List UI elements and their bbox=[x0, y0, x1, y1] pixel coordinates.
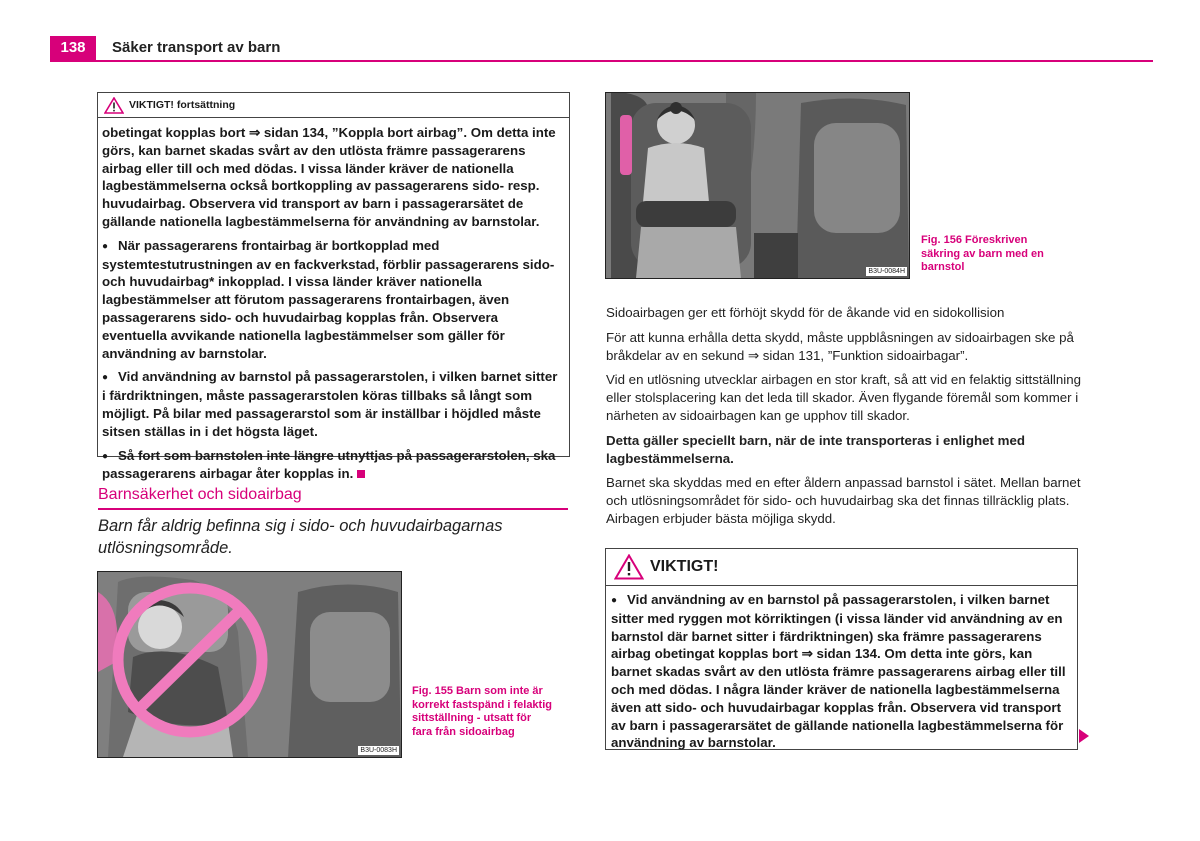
warning-label: VIKTIGT! bbox=[650, 558, 719, 575]
warning-continued-label: VIKTIGT! fortsättning bbox=[129, 99, 236, 111]
body-paragraph: Sidoairbagen ger ett förhöjt skydd för de åkande vid en sidokollision bbox=[606, 305, 1005, 320]
end-of-section-mark bbox=[357, 470, 365, 478]
section-intro: Barn får aldrig befinna sig i sido- och huvudairbagarnas utlösningsområde. bbox=[98, 517, 503, 557]
warning-bullet-text: Så fort som barnstolen inte längre utnyttjas på passagerarstolen, ska passagerarens airbagar åter kopplas in. bbox=[102, 447, 556, 482]
body-text bbox=[606, 304, 1081, 535]
warning-continued-intro: obetingat kopplas bort ⇒ sidan 134, ”Koppla bort airbag”. Om detta inte görs, kan barnet skadas svårt av den utlösta främre passagerarens airbag eller till och med dödas. I vissa länder kräver de nationella lagbestämmelserna också bortkoppling av passagerarens sido- resp. huvudairbag. Observera vid transport av barn i passagerarsätet de gällande nationella lagbestämmelserna för användning av barnstolar. bbox=[102, 125, 556, 229]
figure-code: B3U-0083H bbox=[360, 747, 397, 754]
warning-continued-header bbox=[98, 93, 569, 118]
section-title: Säker transport av barn bbox=[112, 39, 281, 56]
figure-156-caption: Fig. 156 Föreskriven säkring av barn med en barnstol bbox=[921, 234, 1044, 273]
section-heading: Barnsäkerhet och sidoairbag bbox=[98, 484, 568, 510]
warning-bullet-final bbox=[102, 447, 563, 484]
warning-continued-body bbox=[98, 118, 569, 483]
figure-155-caption: Fig. 155 Barn som inte är korrekt fastspänd i felaktig sittställning - utsatt för fara från sidoairbag bbox=[412, 685, 552, 738]
figure-code: B3U-0084H bbox=[868, 268, 905, 275]
warning-header bbox=[606, 549, 1077, 586]
warning-continued-box bbox=[97, 92, 570, 482]
body-paragraph: Vid en utlösning utvecklar airbagen en stor kraft, så att vid en felaktig sittställning eller stolsplacering kan det leda till skador. Även flygande föremål som kommer i närheten av sidoairbagen kan ge upphov till skador. bbox=[606, 372, 1082, 423]
warning-bullet: ● Vid användning av en barnstol på passagerarstolen, i vilken barnet sitter med ryggen mot körriktingen (i vissa länder vid användning av en barnstol där barnet sitter i färdriktningen) ska främre passagerarens airbag obetingat kopplas bort ⇒ sidan 134. Om detta inte görs, kan barnet skadas svårt av den utlösta främre passagerarens airbag eller till och med dödas. I några länder kräver de nationella lagbestämmelserna även att sido- och huvudairbagar kopplas från. Observera vid transport av barn i passagerarsätet de gällande nationella lagbestämmelserna för användning av barnstolar. bbox=[611, 591, 1071, 752]
warning-bullet: ● Vid användning av barnstol på passagerarstolen, i vilken barnet sitter i färdriktningen, måste passagerarstolen köras tillbaks så långt som möjligt. På bilar med passagerarstol som är inställbar i höjdled måste sitsen ställas in i det högsta läget. bbox=[102, 368, 563, 440]
figure-155-image bbox=[97, 571, 402, 758]
body-paragraph: Barnet ska skyddas med en efter åldern anpassad barnstol i sätet. Mellan barnet och utlösningsområdet för sido- och huvudairbag ska det finnas tillräcklig plats. Airbagen erbjuder bästa möjliga skydd. bbox=[606, 475, 1081, 526]
warning-triangle-icon bbox=[614, 554, 644, 580]
header-rule bbox=[50, 60, 1153, 62]
next-page-arrow-icon[interactable] bbox=[1079, 729, 1089, 743]
figure-156-image bbox=[605, 92, 910, 279]
warning-triangle-icon bbox=[104, 97, 124, 114]
body-paragraph: För att kunna erhålla detta skydd, måste uppblåsningen av sidoairbagen ske på bråkdelar av en sekund ⇒ sidan 131, ”Funktion sidoairbagar”. bbox=[606, 329, 1074, 363]
body-bold-paragraph: Detta gäller speciellt barn, när de inte transporteras i enlighet med lagbestämmelserna. bbox=[606, 432, 1025, 466]
warning-box bbox=[605, 548, 1078, 750]
warning-bullet: ● När passagerarens frontairbag är bortkopplad med systemtestutrustningen av en fackverkstad, förblir passagerarens sido- och huvudairbag* inkopplad. I vissa länder kräver nationella lagbestämmelser att förutom passagerarens frontairbagen, även passagerarens sido- och huvudairbag kopplas från. Observera eventuella avvikande nationella lagbestämmelser som gäller för användning av barnstolar. bbox=[102, 237, 563, 363]
page-number: 138 bbox=[50, 36, 96, 60]
warning-body bbox=[606, 586, 1077, 752]
